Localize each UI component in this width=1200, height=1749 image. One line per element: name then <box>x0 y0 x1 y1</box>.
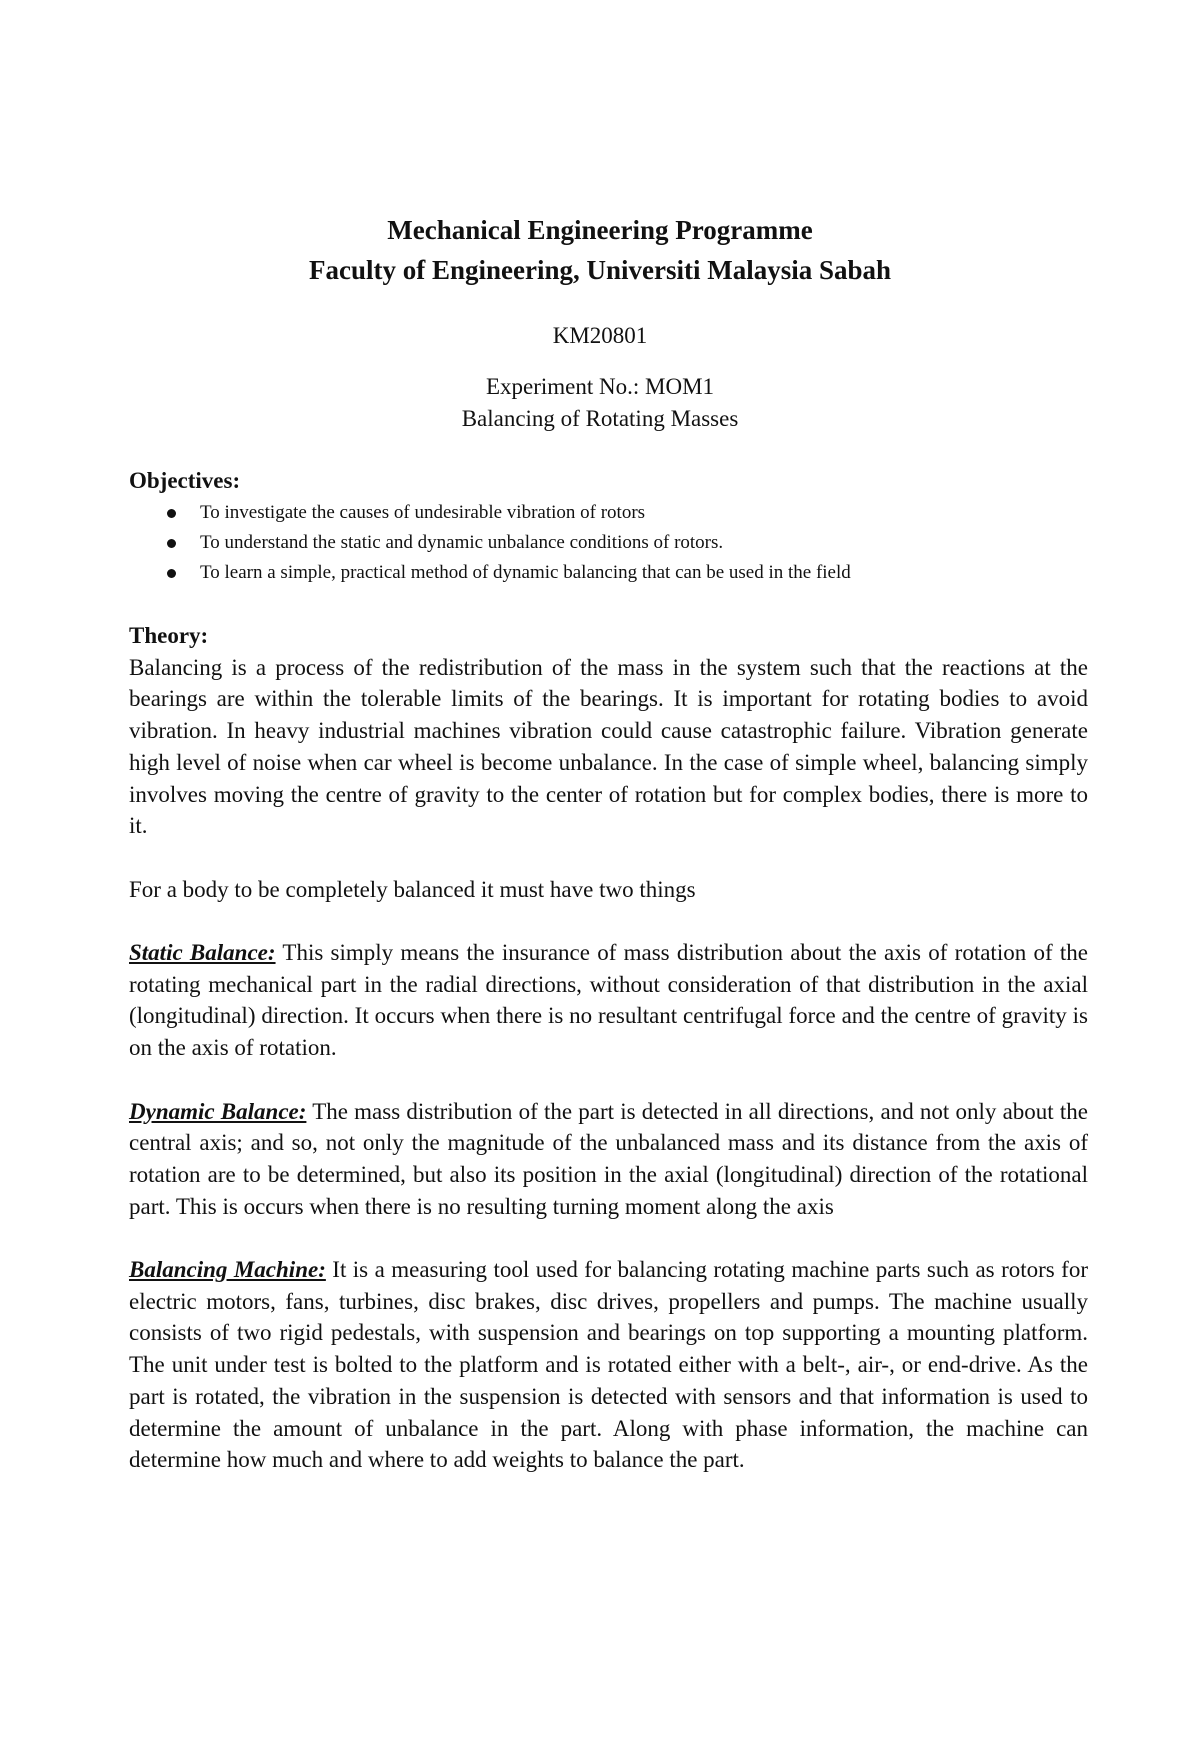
faculty-title: Faculty of Engineering, Universiti Malaysia Sabah <box>308 255 892 285</box>
dynamic-balance-paragraph: Dynamic Balance: The mass distribution of the part is detected in all directions, and not only about the central axis; and so, not only the magnitude of the unbalanced mass and its distance from the axis of rotation are to be determined, but also its position in the axial (longitudinal) direction of the rotational part. This is occurs when there is no resulting turning moment along the axis <box>129 1098 1088 1219</box>
objectives-section <box>129 466 1088 588</box>
static-balance-paragraph: Static Balance: This simply means the insurance of mass distribution about the axis of rotation of the rotating mechanical part in the radial directions, without consideration of that distribution in the axial (longitudinal) direction. It occurs when there is no resultant centrifugal force and the centre of gravity is on the axis of rotation. <box>129 940 1089 1061</box>
course-code: KM20801 <box>552 323 648 348</box>
theory-section <box>129 620 1088 1476</box>
experiment-title: Balancing of Rotating Masses <box>461 406 739 431</box>
list-item: To learn a simple, practical method of dynamic balancing that can be used in the field <box>129 558 1088 588</box>
dynamic-balance-term: Dynamic Balance: <box>129 1098 307 1124</box>
objectives-heading: Objectives: <box>129 468 241 493</box>
bullet-icon <box>167 509 176 518</box>
experiment-number: Experiment No.: MOM1 <box>485 374 715 399</box>
bullet-icon <box>167 569 176 578</box>
bullet-icon <box>167 539 176 548</box>
theory-intro-paragraph: Balancing is a process of the redistribution of the mass in the system such that the reactions at the bearings are within the tolerable limits of the bearings. It is important for rotating bodies to avoid vibration. In heavy industrial machines vibration could cause catastrophic failure. Vibration generate high level of noise when car wheel is become unbalance. In the case of simple wheel, balancing simply involves moving the centre of gravity to the center of rotation but for complex bodies, there is more to it. <box>129 654 1088 839</box>
theory-heading: Theory: <box>129 623 209 648</box>
two-things-paragraph: For a body to be completely balanced it must have two things <box>129 876 696 902</box>
list-item: To understand the static and dynamic unbalance conditions of rotors. <box>129 528 1088 558</box>
balancing-machine-term: Balancing Machine: <box>129 1257 326 1282</box>
objectives-list <box>129 498 1088 588</box>
list-item: To investigate the causes of undesirable vibration of rotors <box>129 498 1088 528</box>
static-balance-term: Static Balance: <box>129 940 276 965</box>
balancing-machine-paragraph: Balancing Machine: It is a measuring tool used for balancing rotating machine parts such as rotors for electric motors, fans, turbines, disc brakes, disc drives, propellers and pumps. The machine usually consists of two rigid pedestals, with suspension and bearings on top supporting a mounting platform. The unit under test is bolted to the platform and is rotated either with a belt-, air-, or end-drive. As the part is rotated, the vibration in the suspension is detected with sensors and that information is used to determine the amount of unbalance in the part. Along with phase information, the machine can determine how much and where to add weights to balance the part. <box>129 1257 1088 1473</box>
programme-title: Mechanical Engineering Programme <box>387 215 813 245</box>
